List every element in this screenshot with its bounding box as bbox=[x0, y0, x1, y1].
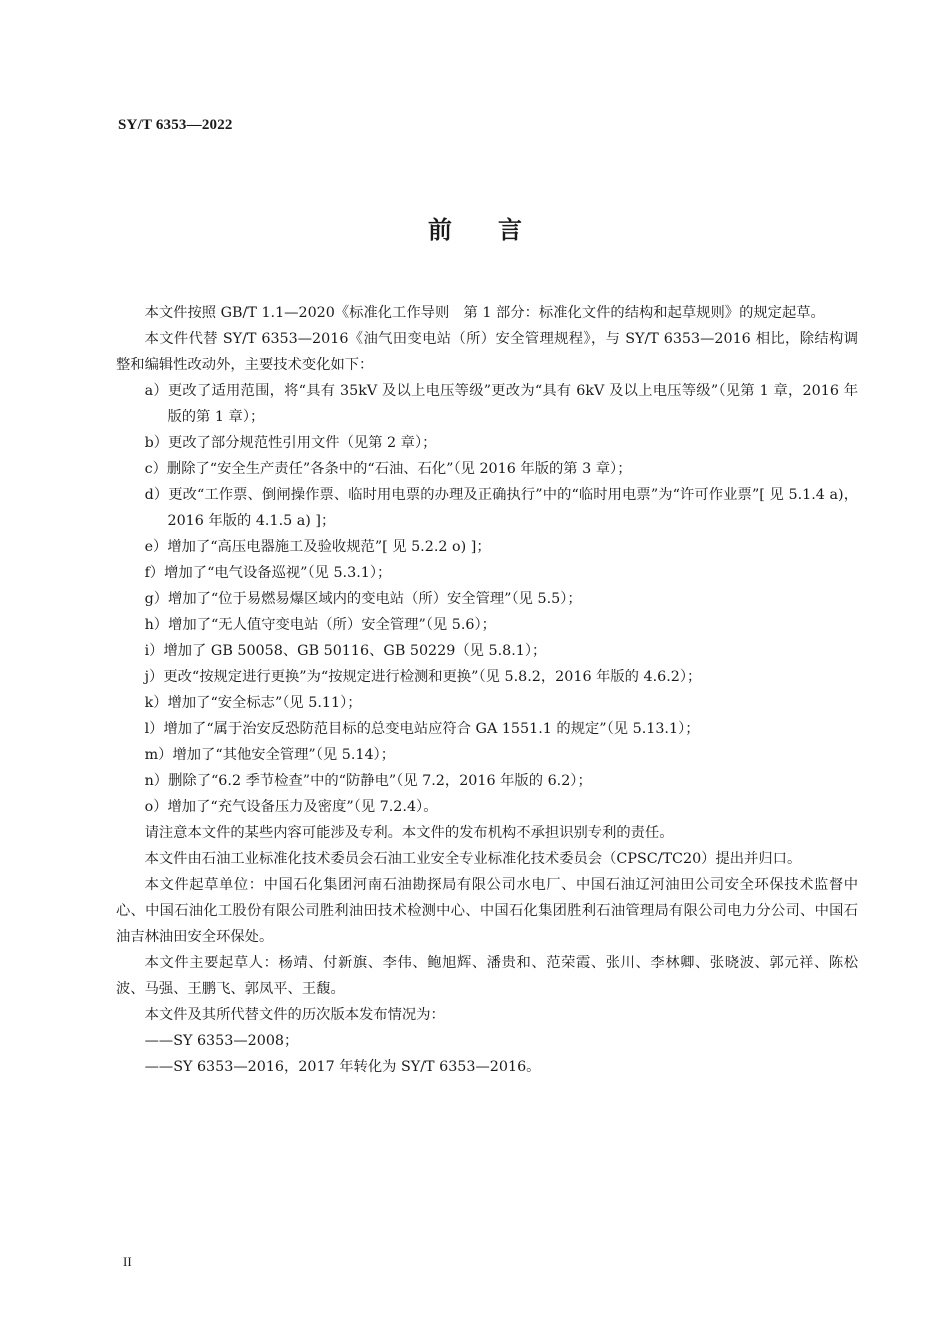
page-title bbox=[0, 210, 950, 245]
list-item: n）删除了“6.2 季节检查”中的“防静电”（见 7.2，2016 年版的 6.2）； bbox=[144, 773, 592, 789]
list-item: j）更改“按规定进行更换”为“按规定进行检测和更换”（见 5.8.2，2016 年版的 4.6.2）； bbox=[144, 669, 702, 685]
list-item: d）更改“工作票、倒闸操作票、临时用电票的办理及正确执行”中的“临时用电票”为“许可作业票”[ 见 5.1.4 a)，2016 年版的 4.1.5 a) ]； bbox=[144, 487, 858, 529]
list-item: a）更改了适用范围，将“具有 35kV 及以上电压等级”更改为“具有 6kV 及以上电压等级”（见第 1 章，2016 年版的第 1 章）； bbox=[144, 383, 858, 425]
proposer-note: 本文件由石油工业标准化技术委员会石油工业安全专业标准化技术委员会（CPSC/TC20）提出并归口。 bbox=[144, 851, 802, 867]
list-item: b）更改了部分规范性引用文件（见第 2 章）； bbox=[144, 435, 437, 451]
list-item: e）增加了“高压电器施工及验收规范”[ 见 5.2.2 o) ]； bbox=[144, 539, 491, 555]
standard-code: SY/T 6353—2022 bbox=[118, 117, 233, 133]
intro-paragraph: 本文件按照 GB/T 1.1—2020《标准化工作导则 第 1 部分：标准化文件的结构和起草规则》的规定起草。 bbox=[144, 305, 825, 321]
patent-note: 请注意本文件的某些内容可能涉及专利。本文件的发布机构不承担识别专利的责任。 bbox=[144, 825, 674, 841]
list-item: o）增加了“充气设备压力及密度”（见 7.2.4）。 bbox=[144, 799, 438, 815]
list-item: m）增加了“其他安全管理”（见 5.14）； bbox=[144, 747, 396, 763]
list-item: f）增加了“电气设备巡视”（见 5.3.1）； bbox=[144, 565, 392, 581]
list-item: l）增加了“属于治安反恐防范目标的总变电站应符合 GA 1551.1 的规定”（见 5.13.1）； bbox=[144, 721, 700, 737]
page-number: II bbox=[123, 1254, 132, 1269]
history-item: ——SY 6353—2016，2017 年转化为 SY/T 6353—2016。 bbox=[144, 1059, 541, 1075]
list-item: g）增加了“位于易燃易爆区域内的变电站（所）安全管理”（见 5.5）； bbox=[144, 591, 582, 607]
intro-paragraph: 本文件代替 SY/T 6353—2016《油气田变电站（所）安全管理规程》，与 SY/T 6353—2016 相比，除结构调整和编辑性改动外，主要技术变化如下： bbox=[116, 331, 858, 373]
foreword-body bbox=[116, 300, 858, 1080]
list-item: c）删除了“安全生产责任”各条中的“石油、石化”（见 2016 年版的第 3 章）； bbox=[144, 461, 632, 477]
change-list bbox=[116, 378, 858, 820]
title-char-2: 言 bbox=[498, 215, 522, 244]
list-item: i）增加了 GB 50058、GB 50116、GB 50229（见 5.8.1）； bbox=[144, 643, 547, 659]
list-item: k）增加了“安全标志”（见 5.11）； bbox=[144, 695, 362, 711]
title-char-1: 前 bbox=[428, 215, 452, 244]
drafting-units: 本文件起草单位：中国石化集团河南石油勘探局有限公司水电厂、中国石油辽河油田公司安全环保技术监督中心、中国石油化工股份有限公司胜利油田技术检测中心、中国石化集团胜利石油管理局有限公司电力分公司、中国石油吉林油田安全环保处。 bbox=[116, 877, 858, 945]
list-item: h）增加了“无人值守变电站（所）安全管理”（见 5.6）； bbox=[144, 617, 496, 633]
drafters: 本文件主要起草人：杨靖、付新旗、李伟、鲍旭辉、潘贵和、范荣霞、张川、李林卿、张晓波、郭元祥、陈松波、马强、王鹏飞、郭凤平、王馥。 bbox=[116, 955, 858, 997]
history-item: ——SY 6353—2008； bbox=[144, 1033, 299, 1049]
history-intro: 本文件及其所代替文件的历次版本发布情况为： bbox=[144, 1007, 445, 1023]
